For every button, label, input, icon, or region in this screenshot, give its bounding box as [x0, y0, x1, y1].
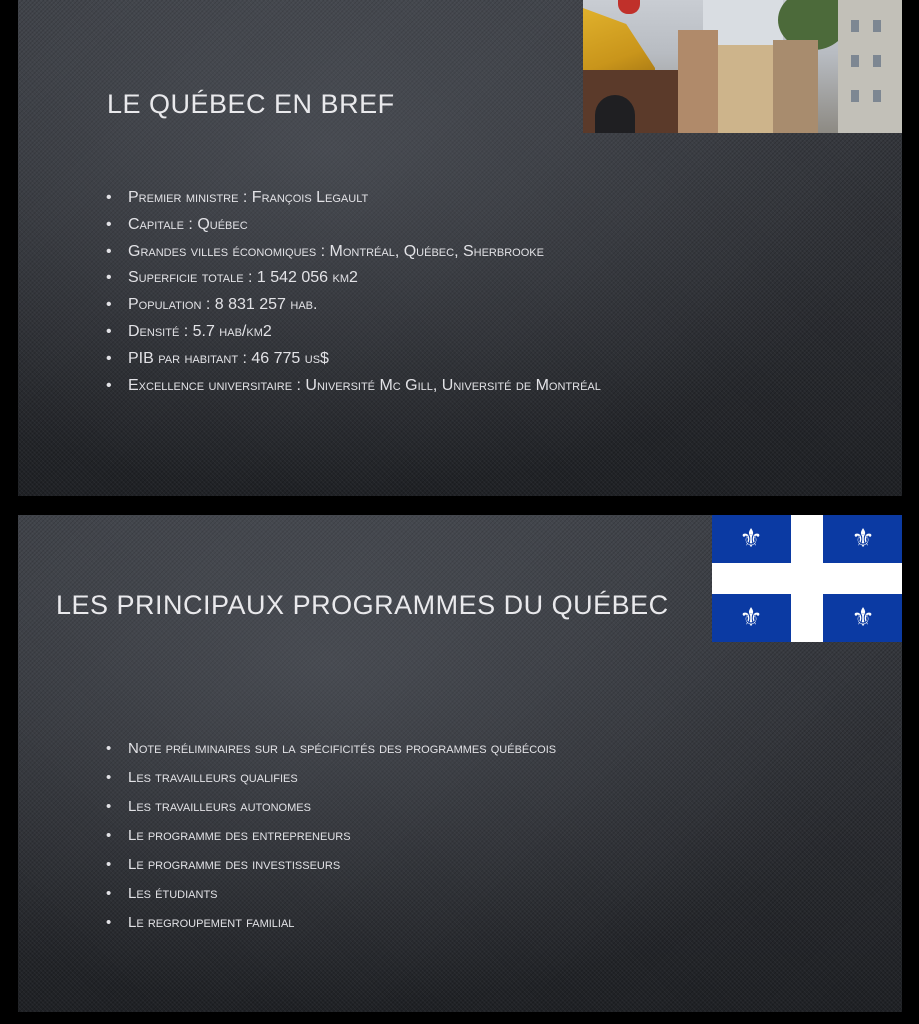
- bullet-item: • Excellence universitaire : Université Mc Gill, Université de Montréal: [106, 375, 601, 402]
- bullet-item: • Le regroupement familial: [106, 912, 556, 941]
- bullet-item: • Les étudiants: [106, 883, 556, 912]
- bullet-item: • Le programme des entrepreneurs: [106, 825, 556, 854]
- bullet-list: [106, 738, 556, 941]
- slide-title: LES PRINCIPAUX PROGRAMMES DU QUÉBEC: [56, 590, 669, 620]
- bullet-item: • Les travailleurs qualifies: [106, 767, 556, 796]
- bullet-item: • Note préliminaires sur la spécificités des programmes québécois: [106, 738, 556, 767]
- bullet-item: • Densité : 5.7 hab/km2: [106, 321, 601, 348]
- quebec-street-photo: [583, 0, 902, 133]
- bullet-item: • Superficie totale : 1 542 056 km2: [106, 267, 601, 294]
- bullet-item: • PIB par habitant : 46 775 us$: [106, 348, 601, 375]
- slide-quebec-en-bref: [18, 0, 902, 496]
- bullet-item: • Population : 8 831 257 hab.: [106, 294, 601, 321]
- quebec-flag: [712, 515, 902, 642]
- bullet-item: • Les travailleurs autonomes: [106, 796, 556, 825]
- fleur-de-lis-icon: ⚜: [739, 603, 763, 633]
- bullet-item: • Grandes villes économiques : Montréal, Québec, Sherbrooke: [106, 241, 601, 268]
- slide-title: LE QUÉBEC EN BREF: [107, 89, 395, 119]
- bullet-item: • Capitale : Québec: [106, 214, 601, 241]
- fleur-de-lis-icon: ⚜: [851, 524, 875, 554]
- slide-programmes-quebec: [18, 515, 902, 1012]
- bullet-list: [106, 187, 601, 401]
- fleur-de-lis-icon: ⚜: [739, 524, 763, 554]
- bullet-item: • Le programme des investisseurs: [106, 854, 556, 883]
- fleur-de-lis-icon: ⚜: [851, 603, 875, 633]
- bullet-item: • Premier ministre : François Legault: [106, 187, 601, 214]
